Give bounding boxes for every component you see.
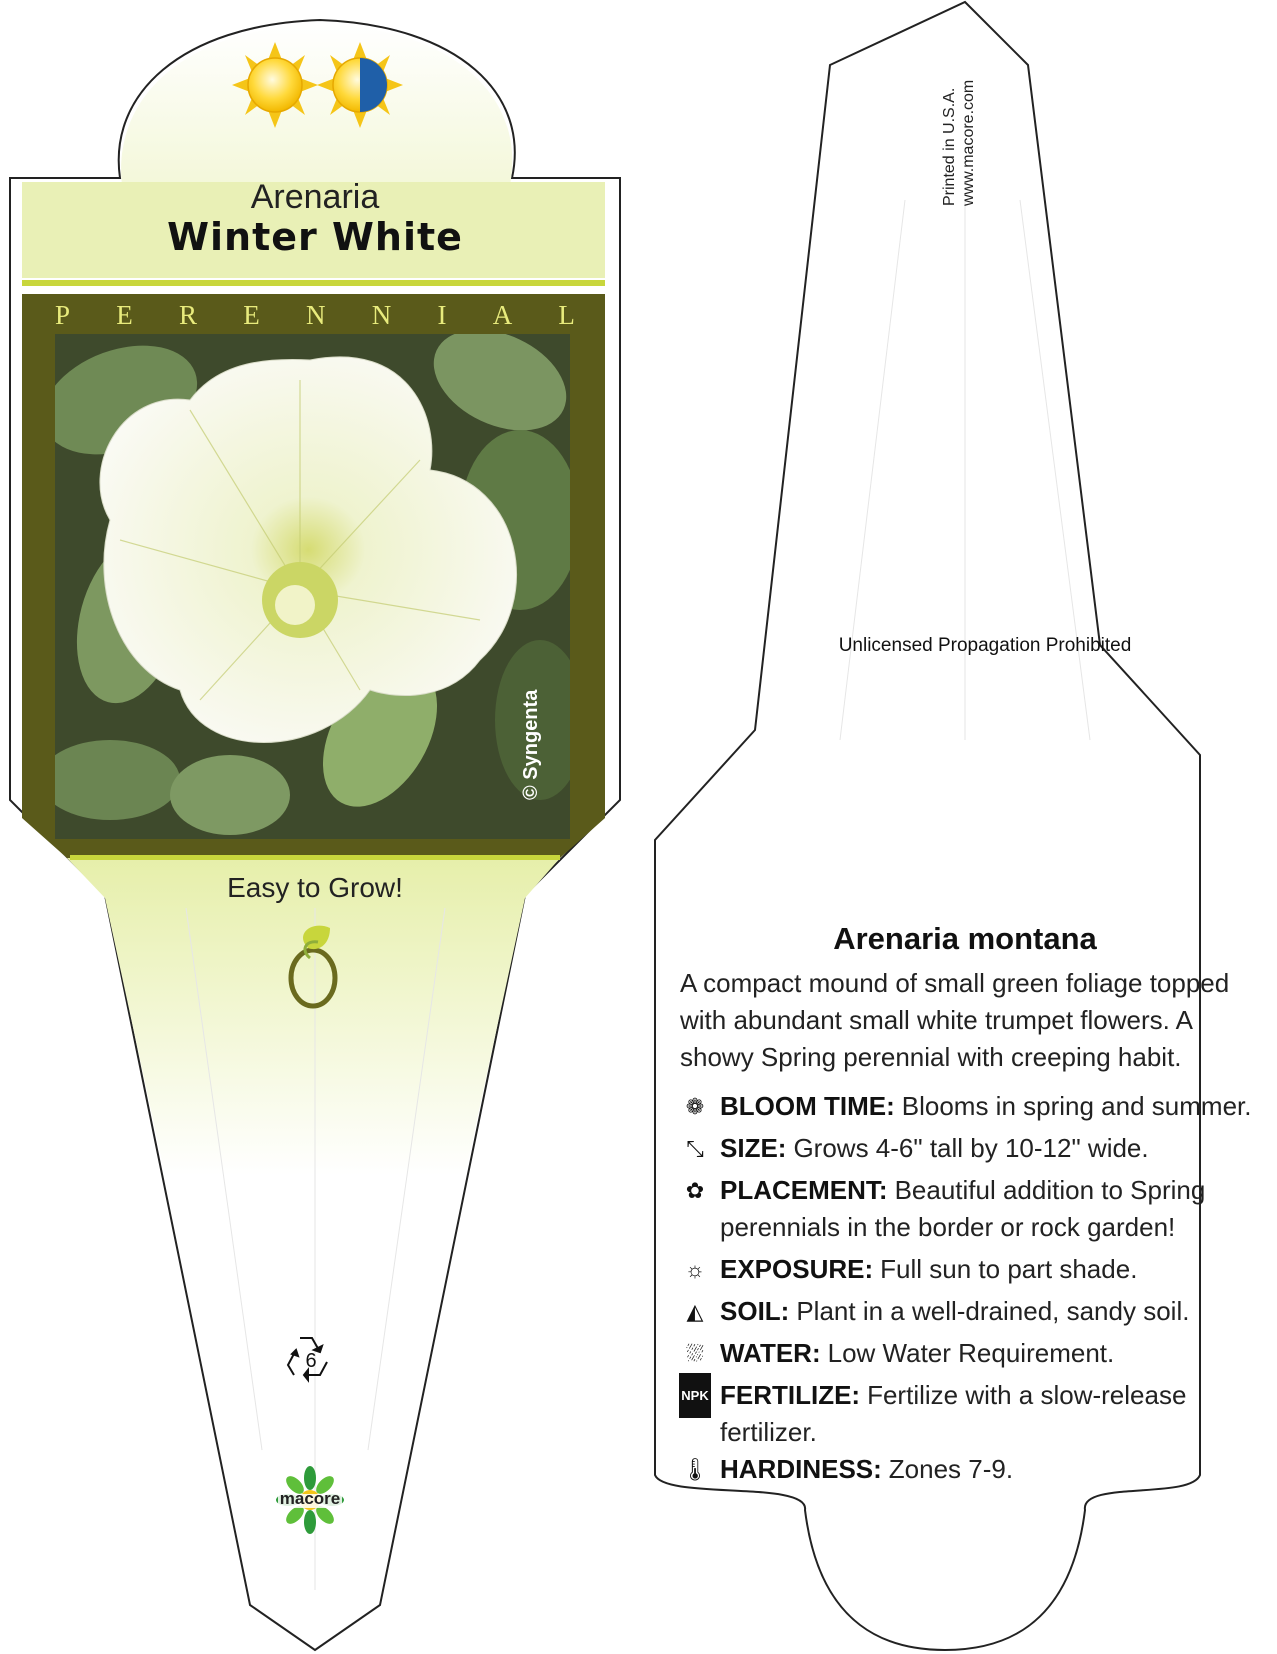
attr-text: Zones 7-9. [888,1454,1014,1484]
photo-credit: © Syngenta [520,689,542,800]
thermometer-icon: 🌡 [681,1456,709,1482]
flower-photo [28,310,585,839]
tagline: Easy to Grow! [227,872,403,903]
species-name: Arenaria montana [833,921,1097,956]
attr-placement [676,1172,1266,1251]
printed-info [940,80,978,206]
category-letter: P [55,300,71,330]
genus-name: Arenaria [250,178,380,216]
attr-label: PLACEMENT: [720,1175,888,1205]
category-label [55,300,575,331]
placement-icon: ✿ [685,1177,705,1203]
category-letter: L [558,300,575,330]
attr-size [676,1130,1266,1172]
attr-text: Low Water Requirement. [827,1338,1115,1368]
attr-text: Beautiful addition to Spring perennials in the border or rock garden! [720,1175,1206,1242]
flower-icon: ❁ [685,1093,705,1119]
attr-text: Fertilize with a slow-release fertilizer. [720,1380,1187,1447]
category-letter: N [371,300,392,330]
recycle-number: 6 [305,1350,317,1372]
attr-text: Grows 4-6" tall by 10-12" wide. [793,1133,1149,1163]
plant-description: A compact mound of small green foliage topped with abundant small white trumpet flowers. A showy Spring perennial with creeping habit. [680,968,1230,1072]
propagation-notice: Unlicensed Propagation Prohibited [838,635,1132,656]
attr-water [676,1335,1266,1377]
npk-badge: NPK [679,1373,710,1418]
cultivar-name: Winter White [167,215,463,259]
attr-label: BLOOM TIME: [720,1091,895,1121]
attr-label: WATER: [720,1338,821,1368]
category-letter: N [305,300,326,330]
brand-name: macore [279,1489,341,1508]
attr-label: EXPOSURE: [720,1254,874,1284]
attr-fertilize [676,1377,1266,1451]
attr-text: Blooms in spring and summer. [901,1091,1252,1121]
watering-can-icon: ⛆ [686,1340,704,1366]
category-letter: R [179,300,198,330]
attr-hardiness [676,1451,1266,1493]
attr-label: FERTILIZE: [720,1380,861,1410]
attr-text: Plant in a well-drained, sandy soil. [796,1296,1190,1326]
category-letter: I [437,300,447,330]
header-rule [22,280,605,286]
npk-icon [676,1377,714,1413]
care-attributes [676,1088,1266,1493]
printed-website: www.macore.com [960,79,977,206]
sun-outline-icon: ☼ [684,1256,706,1282]
printed-country: Printed in U.S.A. [941,87,958,206]
category-letter: E [243,300,260,330]
tagline-background [67,858,560,1175]
tagline-rule [70,855,560,860]
category-letter: A [492,300,513,330]
attr-label: SIZE: [720,1133,787,1163]
attr-text: Full sun to part shade. [880,1254,1138,1284]
attr-bloom-time [676,1088,1266,1130]
size-icon: ⤡ [686,1135,704,1161]
attr-label: HARDINESS: [720,1454,882,1484]
attr-soil [676,1293,1266,1335]
attr-exposure [676,1251,1266,1293]
soil-icon: ◭ [686,1298,704,1324]
attr-label: SOIL: [720,1296,790,1326]
category-letter: E [116,300,133,330]
